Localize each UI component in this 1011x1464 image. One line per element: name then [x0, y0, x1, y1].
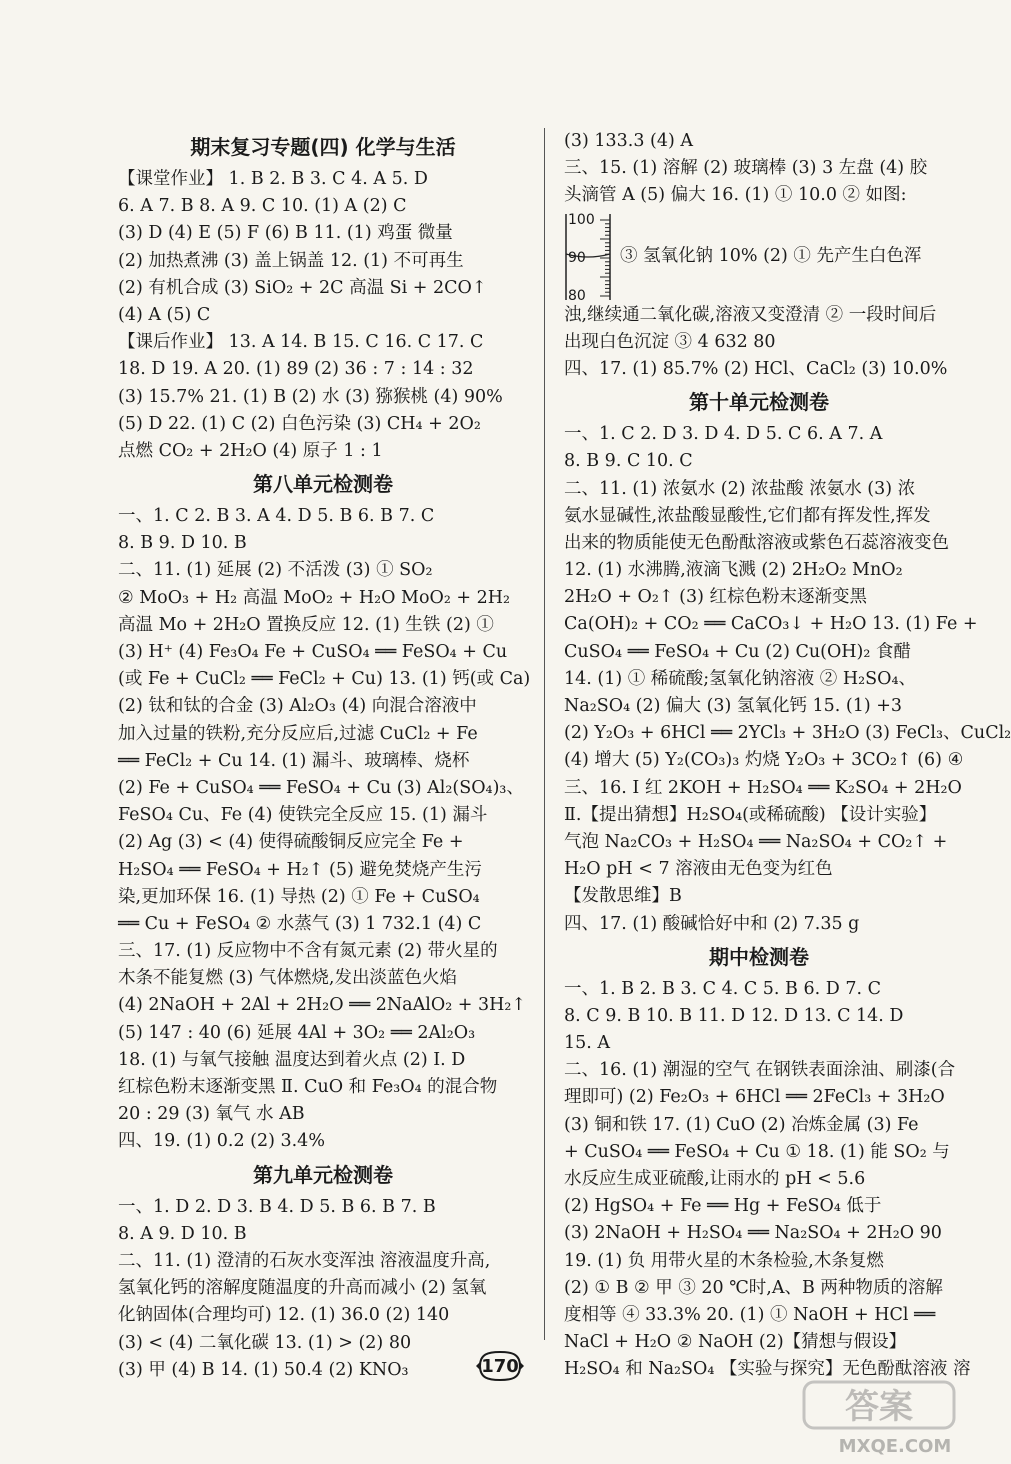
page-number: 170	[481, 1355, 519, 1377]
answer-line: 8. B 9. D 10. B	[118, 533, 247, 554]
answer-line: H₂O pH < 7 溶液由无色变为红色	[564, 859, 833, 880]
answer-line: 气泡 Na₂CO₃ + H₂SO₄ ══ Na₂SO₄ + CO₂↑ +	[564, 831, 948, 852]
section-heading: 第十单元检测卷	[689, 390, 829, 415]
scale-tick-label: 80	[568, 287, 586, 304]
answer-line: (3) D (4) E (5) F (6) B 11. (1) 鸡蛋 微量	[118, 223, 453, 244]
answer-line: 一、1. D 2. D 3. B 4. D 5. B 6. B 7. B	[118, 1196, 436, 1217]
answer-line: (5) 147 : 40 (6) 延展 4Al + 3O₂ ══ 2Al₂O₃	[118, 1022, 476, 1043]
watermark-logo-text: 答案	[845, 1387, 913, 1427]
answer-line: 头滴管 A (5) 偏大 16. (1) ① 10.0 ② 如图:	[564, 185, 907, 206]
answer-line: (2) 钛和钛的合金 (3) Al₂O₃ (4) 向混合溶液中	[118, 696, 477, 717]
watermark-url: MXQE.COM	[838, 1436, 952, 1457]
answer-line: 氨水显碱性,浓盐酸显酸性,它们都有挥发性,挥发	[564, 505, 931, 526]
answer-line: 19. (1) 负 用带火星的木条检验,木条复燃	[564, 1250, 884, 1271]
answer-line: 14. (1) ① 稀硫酸;氢氧化钠溶液 ② H₂SO₄、	[564, 668, 916, 689]
scale-tick-label: 100	[568, 211, 595, 228]
answer-line: (3) 甲 (4) B 14. (1) 50.4 (2) KNO₃	[118, 1359, 409, 1380]
answer-line: 【发散思维】B	[564, 886, 682, 907]
answer-line: (2) Ag (3) < (4) 使得硫酸铜反应完全 Fe +	[118, 832, 464, 853]
answer-line: 18. (1) 与氧气接触 温度达到着火点 (2) Ⅰ. D	[118, 1049, 466, 1070]
answer-line: 度相等 ④ 33.3% 20. (1) ① NaOH + HCl ══	[564, 1304, 936, 1325]
thermometer-figure	[564, 210, 954, 302]
answer-line: 二、11. (1) 澄清的石灰水变浑浊 溶液温度升高,	[118, 1250, 491, 1271]
answer-line: 点燃 CO₂ + 2H₂O (4) 原子 1 : 1	[118, 440, 383, 461]
answer-line: Na₂SO₄ (2) 偏大 (3) 氢氧化钙 15. (1) +3	[564, 696, 903, 716]
answer-line: 三、16. Ⅰ 红 2KOH + H₂SO₄ ══ K₂SO₄ + 2H₂O	[564, 777, 962, 798]
section-heading: 第八单元检测卷	[253, 472, 393, 497]
column-divider	[544, 128, 545, 1340]
answer-line: (3) 15.7% 21. (1) B (2) 水 (3) 猕猴桃 (4) 90%	[118, 386, 503, 407]
answer-line: 2H₂O + O₂↑ (3) 红棕色粉末逐渐变黑	[564, 587, 867, 608]
answer-line: CuSO₄ ══ FeSO₄ + Cu (2) Cu(OH)₂ 食醋	[564, 641, 911, 662]
answer-line: (2) Y₂O₃ + 6HCl ══ 2YCl₃ + 3H₂O (3) FeCl₃、CuCl₂	[564, 723, 1011, 744]
answer-line: (4) 增大 (5) Y₂(CO₃)₃ 灼烧 Y₂O₃ + 3CO₂↑ (6) ④	[564, 750, 964, 771]
answer-line: (3) < (4) 二氧化碳 13. (1) > (2) 80	[118, 1332, 412, 1353]
answer-line: (3) 铜和铁 17. (1) CuO (2) 冶炼金属 (3) Fe	[564, 1114, 919, 1135]
answer-line: Ca(OH)₂ + CO₂ ══ CaCO₃↓ + H₂O 13. (1) Fe +	[564, 614, 978, 635]
answer-line: 一、1. B 2. B 3. C 4. C 5. B 6. D 7. C	[564, 978, 881, 999]
answer-line: (或 Fe + CuCl₂ ══ FeCl₂ + Cu) 13. (1) 钙(或 Ca)	[118, 669, 531, 690]
answer-line: 四、17. (1) 酸碱恰好中和 (2) 7.35 g	[564, 913, 860, 934]
answer-line: 氢氧化钙的溶解度随温度的升高而减小 (2) 氢氧	[118, 1278, 487, 1299]
answer-line: 一、1. C 2. B 3. A 4. D 5. B 6. B 7. C	[118, 506, 435, 527]
section-heading: 期中检测卷	[709, 944, 809, 969]
answer-line: 15. A	[564, 1033, 611, 1054]
answer-line: 20 : 29 (3) 氧气 水 AB	[118, 1104, 305, 1125]
answer-line: 三、17. (1) 反应物中不含有氮元素 (2) 带火星的	[118, 941, 498, 962]
answer-line: 四、19. (1) 0.2 (2) 3.4%	[118, 1131, 325, 1152]
answer-line: 6. A 7. B 8. A 9. C 10. (1) A (2) C	[118, 196, 407, 217]
section-heading: 期末复习专题(四) 化学与生活	[190, 135, 456, 159]
page-number-badge	[474, 1348, 526, 1384]
answer-line: 水反应生成亚硫酸,让雨水的 pH < 5.6	[564, 1169, 866, 1189]
answer-line: + CuSO₄ ══ FeSO₄ + Cu ① 18. (1) 能 SO₂ 与	[564, 1141, 950, 1162]
answer-line: (2) 加热煮沸 (3) 盖上锅盖 12. (1) 不可再生	[118, 250, 464, 271]
answer-line: 二、11. (1) 浓氨水 (2) 浓盐酸 浓氨水 (3) 浓	[564, 478, 916, 499]
answer-line: (2) HgSO₄ + Fe ══ Hg + FeSO₄ 低于	[564, 1196, 882, 1217]
left-column	[118, 128, 531, 1384]
answer-line: 8. B 9. C 10. C	[564, 451, 693, 472]
answer-line: 化钠固体(合理均可) 12. (1) 36.0 (2) 140	[118, 1305, 450, 1326]
answer-line: ② MoO₃ + H₂ 高温 MoO₂ + H₂O MoO₂ + 2H₂	[118, 587, 511, 608]
answer-line: 三、15. (1) 溶解 (2) 玻璃棒 (3) 3 左盘 (4) 胶	[564, 158, 928, 179]
answer-line: H₂SO₄ ══ FeSO₄ + H₂↑ (5) 避免焚烧产生污	[118, 859, 482, 880]
answer-line: 出现白色沉淀 ③ 4 632 80	[564, 331, 776, 352]
answer-line: (3) H⁺ (4) Fe₃O₄ Fe + CuSO₄ ══ FeSO₄ + Cu	[118, 642, 508, 662]
answer-line: FeSO₄ Cu、Fe (4) 使铁完全反应 15. (1) 漏斗	[118, 805, 488, 826]
answer-line: 一、1. C 2. D 3. D 4. D 5. C 6. A 7. A	[564, 424, 883, 445]
section-heading: 第九单元检测卷	[253, 1162, 393, 1187]
answer-line: 出来的物质能使无色酚酞溶液或紫色石蕊溶液变色	[564, 532, 949, 553]
answer-line: 加入过量的铁粉,充分反应后,过滤 CuCl₂ + Fe	[118, 723, 478, 744]
answer-line: (2) 有机合成 (3) SiO₂ + 2C 高温 Si + 2CO↑	[118, 277, 487, 298]
answer-line: 8. A 9. D 10. B	[118, 1223, 247, 1244]
answer-line: ══ Cu + FeSO₄ ② 水蒸气 (3) 1 732.1 (4) C	[118, 913, 482, 934]
answer-line: (3) 2NaOH + H₂SO₄ ══ Na₂SO₄ + 2H₂O 90	[564, 1223, 942, 1244]
answer-line: 18. D 19. A 20. (1) 89 (2) 36 : 7 : 14 : 32	[118, 359, 474, 380]
answer-line: 【课堂作业】 1. B 2. B 3. C 4. A 5. D	[118, 169, 428, 189]
answer-line: (4) 2NaOH + 2Al + 2H₂O ══ 2NaAlO₂ + 3H₂↑	[118, 995, 527, 1016]
answer-line: ══ FeCl₂ + Cu 14. (1) 漏斗、玻璃棒、烧杯	[118, 750, 470, 771]
answer-line: (2) ① B ② 甲 ③ 20 ℃时,A、B 两种物质的溶解	[564, 1277, 943, 1298]
answer-line: NaCl + H₂O ② NaOH (2)【猜想与假设】	[564, 1332, 907, 1353]
answer-line: 【课后作业】 13. A 14. B 15. C 16. C 17. C	[118, 332, 484, 353]
answer-line: (2) Fe + CuSO₄ ══ FeSO₄ + Cu (3) Al₂(SO₄)₃、	[118, 777, 524, 798]
answer-line: 染,更加环保 16. (1) 导热 (2) ① Fe + CuSO₄	[118, 886, 480, 907]
answer-line: H₂SO₄ 和 Na₂SO₄ 【实验与探究】无色酚酞溶液 溶	[564, 1359, 971, 1380]
answer-line: 12. (1) 水沸腾,液滴飞溅 (2) 2H₂O₂ MnO₂	[564, 560, 903, 581]
answer-line: 8. C 9. B 10. B 11. D 12. D 13. C 14. D	[564, 1005, 904, 1026]
watermark-logo	[800, 1378, 990, 1458]
answer-line: 红棕色粉末逐渐变黑 Ⅱ. CuO 和 Fe₃O₄ 的混合物	[118, 1077, 498, 1097]
answer-line: 二、16. (1) 潮湿的空气 在钢铁表面涂油、刷漆(合	[564, 1060, 956, 1081]
answer-line: 木条不能复燃 (3) 气体燃烧,发出淡蓝色火焰	[118, 968, 457, 989]
answer-line: Ⅱ.【提出猜想】H₂SO₄(或稀硫酸) 【设计实验】	[564, 804, 937, 825]
answer-line: 高温 Mo + 2H₂O 置换反应 12. (1) 生铁 (2) ①	[118, 614, 494, 635]
answer-line: (3) 133.3 (4) A	[564, 131, 694, 151]
answer-line: (4) A (5) C	[118, 304, 211, 325]
right-column	[564, 128, 1011, 1384]
answer-line: 理即可) (2) Fe₂O₃ + 6HCl ══ 2FeCl₃ + 3H₂O	[564, 1087, 945, 1108]
scale-tick-label: 90	[568, 249, 586, 266]
answer-line: 浊,继续通二氧化碳,溶液又变澄清 ② 一段时间后	[564, 304, 937, 325]
answer-line: (5) D 22. (1) C (2) 白色污染 (3) CH₄ + 2O₂	[118, 413, 481, 434]
answer-line: 二、11. (1) 延展 (2) 不活泼 (3) ① SO₂	[118, 560, 433, 581]
figure-caption-text: ③ 氢氧化钠 10% (2) ① 先产生白色浑	[620, 245, 922, 266]
answer-line: 四、17. (1) 85.7% (2) HCl、CaCl₂ (3) 10.0%	[564, 358, 948, 379]
